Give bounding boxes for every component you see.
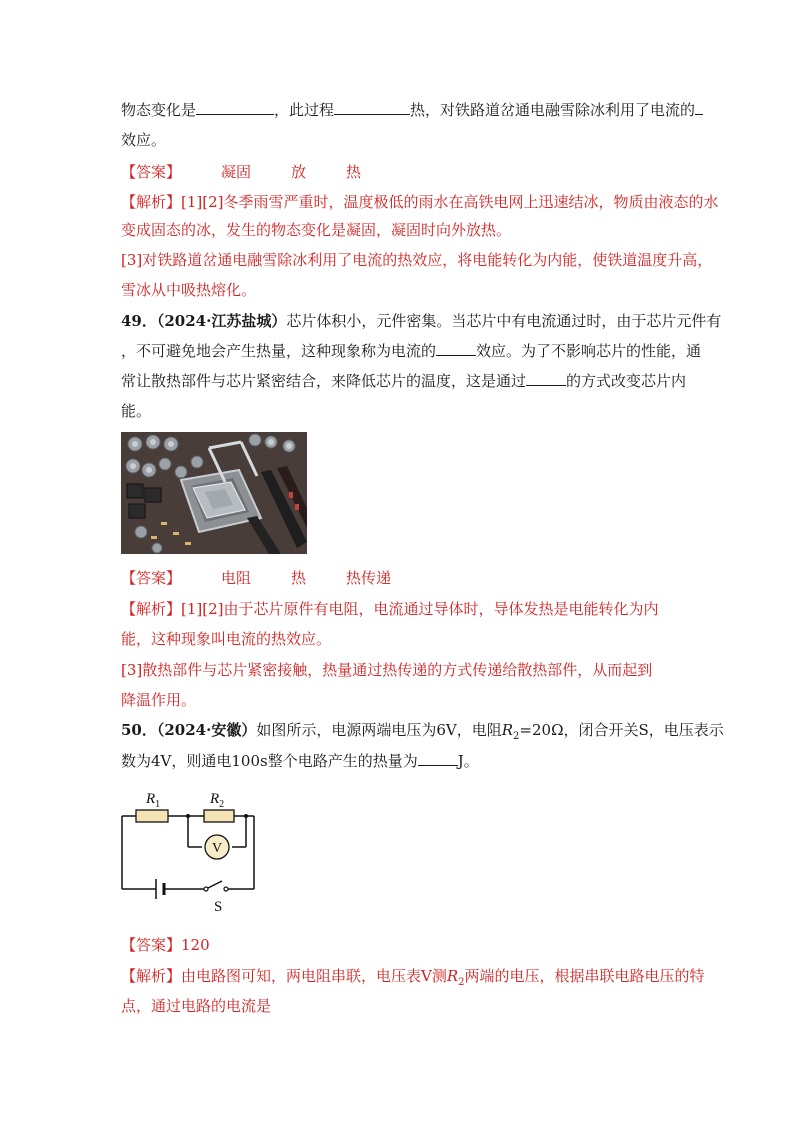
svg-text:V: V [211,841,223,856]
q50-analysis-line: 【解析】由电路图可知，两电阻串联，电压表V测$R_2$两端的电压，根据串联电路电压的特 [121,967,705,988]
question-source: （2024·江苏盐城） [156,312,287,330]
q49-stem-line3: 常让散热部件与芯片紧密结合，来降低芯片的温度，这是通过 的方式改变芯片内 [121,372,687,390]
q48-stem-line1: 物态变化是 ，此过程 热，对铁路道岔通电融雪除冰利用了电流的 [121,100,703,120]
q48-analysis-line: [3]对铁路道岔通电融雪除冰利用了电流的热效应，将电能转化为内能，使铁道温度升高， [121,251,713,269]
q49-stem-line1: 49．（2024·江苏盐城）芯片体积小，元件密集。当芯片中有电流通过时，由于芯片元件有 [121,312,722,330]
q49-analysis-line: 能，这种现象叫电流的热效应。 [121,630,332,648]
resistor-r1 [136,810,168,822]
analysis-tag: 【解析】 [121,967,182,985]
answer-blank [526,371,566,386]
answer-blank [418,751,458,766]
answer-blank [196,100,274,115]
q50-stem-line1: 50．（2024·安徽）如图所示，电源两端电压为6V，电阻$R_2=20\Omega$，闭合开关S，电压表示 [121,721,724,742]
svg-text:S: S [214,899,223,915]
question-number: 49． [121,312,157,330]
answer-tag: 【答案】 [121,163,182,181]
q50-analysis-line: 点，通过电路的电流是 [121,997,272,1015]
answer-value: 电阻 [221,569,252,587]
circuit-diagram [118,785,268,915]
answer-tag: 【答案】 [121,569,182,587]
q49-stem-line2: ，不可避免地会产生热量，这种现象称为电流的 效应。为了不影响芯片的性能，通 [121,342,702,360]
answer-value: 热传递 [346,569,392,587]
answer-value: 热 [291,569,307,587]
q48-analysis-line: 变成固态的冰，发生的物态变化是凝固，凝固时向外放热。 [121,221,512,239]
q49-stem-line4: 能。 [121,402,152,420]
q50-answer [121,935,210,955]
svg-text:R1: $R_1$ [146,791,161,810]
switch-icon [204,887,208,891]
q48-answer [121,162,361,182]
analysis-tag: 【解析】 [121,193,182,211]
answer-value: 热 [346,163,362,181]
answer-value: 凝固 [221,163,252,181]
answer-blank [436,341,476,356]
question-number: 50． [121,721,157,739]
q50-stem-line2: 数为4V，则通电100s整个电路产生的热量为 J。 [121,752,479,770]
cpu-motherboard-photo [121,432,307,554]
answer-tag: 【答案】 [121,936,182,954]
answer-value: 放 [291,163,307,181]
q48-analysis-line: 【解析】[1][2]冬季雨雪严重时，温度极低的雨水在高铁电网上迅速结冰，物质由液态的水 [121,193,719,211]
q49-answer [121,568,391,588]
q49-analysis-line: 降温作用。 [121,691,197,709]
q49-analysis-line: [3]散热部件与芯片紧密接触，热量通过热传递的方式传递给散热部件，从而起到 [121,661,653,679]
resistor-r2 [204,810,234,822]
svg-text:R2: $R_2$ [210,791,225,810]
q48-analysis-line: 雪冰从中吸热熔化。 [121,281,257,299]
q48-stem-line2: 效应。 [121,131,167,149]
question-source: （2024·安徽） [156,721,257,739]
answer-blank [334,100,410,115]
answer-blank [695,100,703,115]
answer-value: 120 [181,936,210,954]
q49-analysis-line: 【解析】[1][2]由于芯片原件有电阻，电流通过导体时，导体发热是电能转化为内 [121,600,659,618]
analysis-tag: 【解析】 [121,600,182,618]
